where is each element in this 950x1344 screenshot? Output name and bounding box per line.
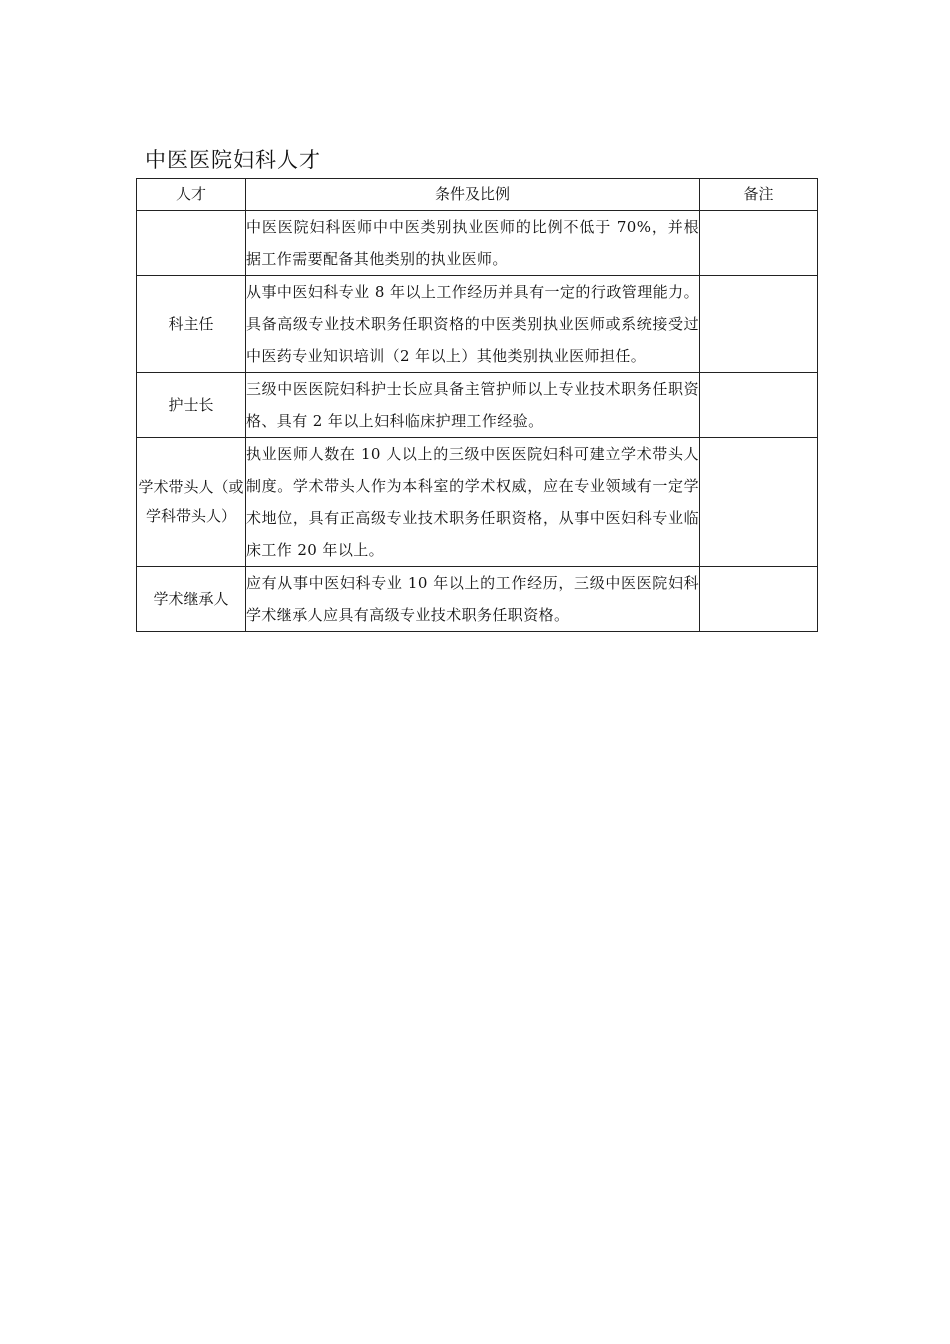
header-talent: 人才	[137, 179, 246, 211]
role-cell	[137, 211, 246, 276]
table-row	[137, 373, 818, 438]
note-cell	[700, 567, 818, 632]
note-cell	[700, 373, 818, 438]
condition-cell: 应有从事中医妇科专业 10 年以上的工作经历，三级中医医院妇科学术继承人应具有高级专业技术职务任职资格。	[246, 567, 700, 632]
table-row	[137, 567, 818, 632]
header-note: 备注	[700, 179, 818, 211]
header-condition: 条件及比例	[246, 179, 700, 211]
note-cell	[700, 438, 818, 567]
table-row	[137, 211, 818, 276]
role-cell: 科主任	[137, 276, 246, 373]
role-cell: 学术继承人	[137, 567, 246, 632]
condition-cell: 从事中医妇科专业 8 年以上工作经历并具有一定的行政管理能力。具备高级专业技术职务任职资格的中医类别执业医师或系统接受过中医药专业知识培训（2 年以上）其他类别执业医师担任。	[246, 276, 700, 373]
role-cell: 护士长	[137, 373, 246, 438]
role-cell: 学术带头人（或学科带头人）	[137, 438, 246, 567]
document-title: 中医医院妇科人才	[145, 148, 321, 172]
condition-cell: 三级中医医院妇科护士长应具备主管护师以上专业技术职务任职资格、具有 2 年以上妇科临床护理工作经验。	[246, 373, 700, 438]
condition-cell: 中医医院妇科医师中中医类别执业医师的比例不低于 70%，并根据工作需要配备其他类别的执业医师。	[246, 211, 700, 276]
table-row	[137, 276, 818, 373]
condition-cell: 执业医师人数在 10 人以上的三级中医医院妇科可建立学术带头人制度。学术带头人作为本科室的学术权威，应在专业领域有一定学术地位，具有正高级专业技术职务任职资格，从事中医妇科专业临床工作 20 年以上。	[246, 438, 700, 567]
note-cell	[700, 276, 818, 373]
table-row	[137, 438, 818, 567]
note-cell	[700, 211, 818, 276]
talent-requirements-table	[136, 178, 818, 632]
table-header-row	[137, 179, 818, 211]
